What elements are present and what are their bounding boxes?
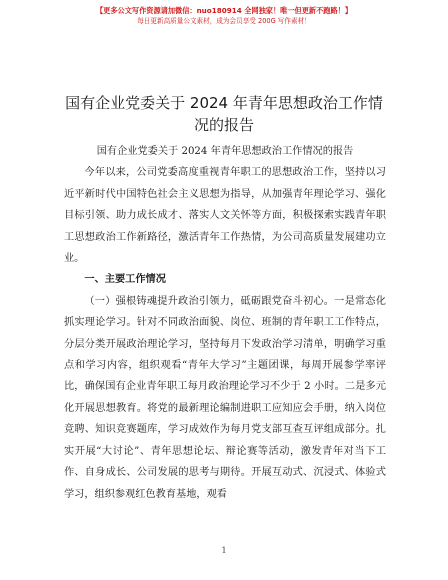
section-heading: 一、主要工作情况: [84, 274, 166, 286]
banner-line-1: 【更多公文写作资源请加微信：nuo180914 全网独家！唯一但更新不跑路！】: [95, 6, 353, 15]
page-number: 1: [221, 546, 227, 555]
promo-banner: [0, 6, 448, 26]
banner-line-2: 每日更新高质量公文素材，成为会员享受 200G 写作素材！: [137, 17, 311, 25]
document-body: [64, 141, 386, 505]
body-paragraph: （一）强根铸魂提升政治引领力，砥砺跟党奋斗初心。一是常态化抓实理论学习。针对不同政治面貌、岗位、班制的青年职工工作特点，分层分类开展政治理论学习，坚持每月下发政治学习清单，明确学习重点和学习内容，组织观看“青年大学习”主题团课，每周开展参学率评比，确保国有企业青年职工每月政治理论学习不少于 2 小时。二是多元化开展思想教育。将党的最新理论编制进职工应知应会手册，纳入岗位竞聘、知识竞赛题库，学习成效作为每月党支部互查互评组成部分。扎实开展“大讨论”、青年思想论坛、辩论赛等活动，激发青年对当下工作、自身成长、公司发展的思考与期待。开展互动式、沉浸式、体验式学习，组织参观红色教育基地，观看: [64, 295, 386, 500]
document-title: 国有企业党委关于 2024 年青年思想政治工作情况的报告: [65, 94, 383, 134]
intro-paragraph: 今年以来，公司党委高度重视青年职工的思想政治工作，坚持以习近平新时代中国特色社会主义思想为指导，从加强青年理论学习、强化目标引领、助力成长成才、落实人文关怀等方面，积极探索实践青年职工思想政治工作新路径，激活青年工作热情，为公司高质量发展建功立业。: [64, 167, 386, 265]
document-subtitle: 国有企业党委关于 2024 年青年思想政治工作情况的报告: [96, 146, 354, 157]
